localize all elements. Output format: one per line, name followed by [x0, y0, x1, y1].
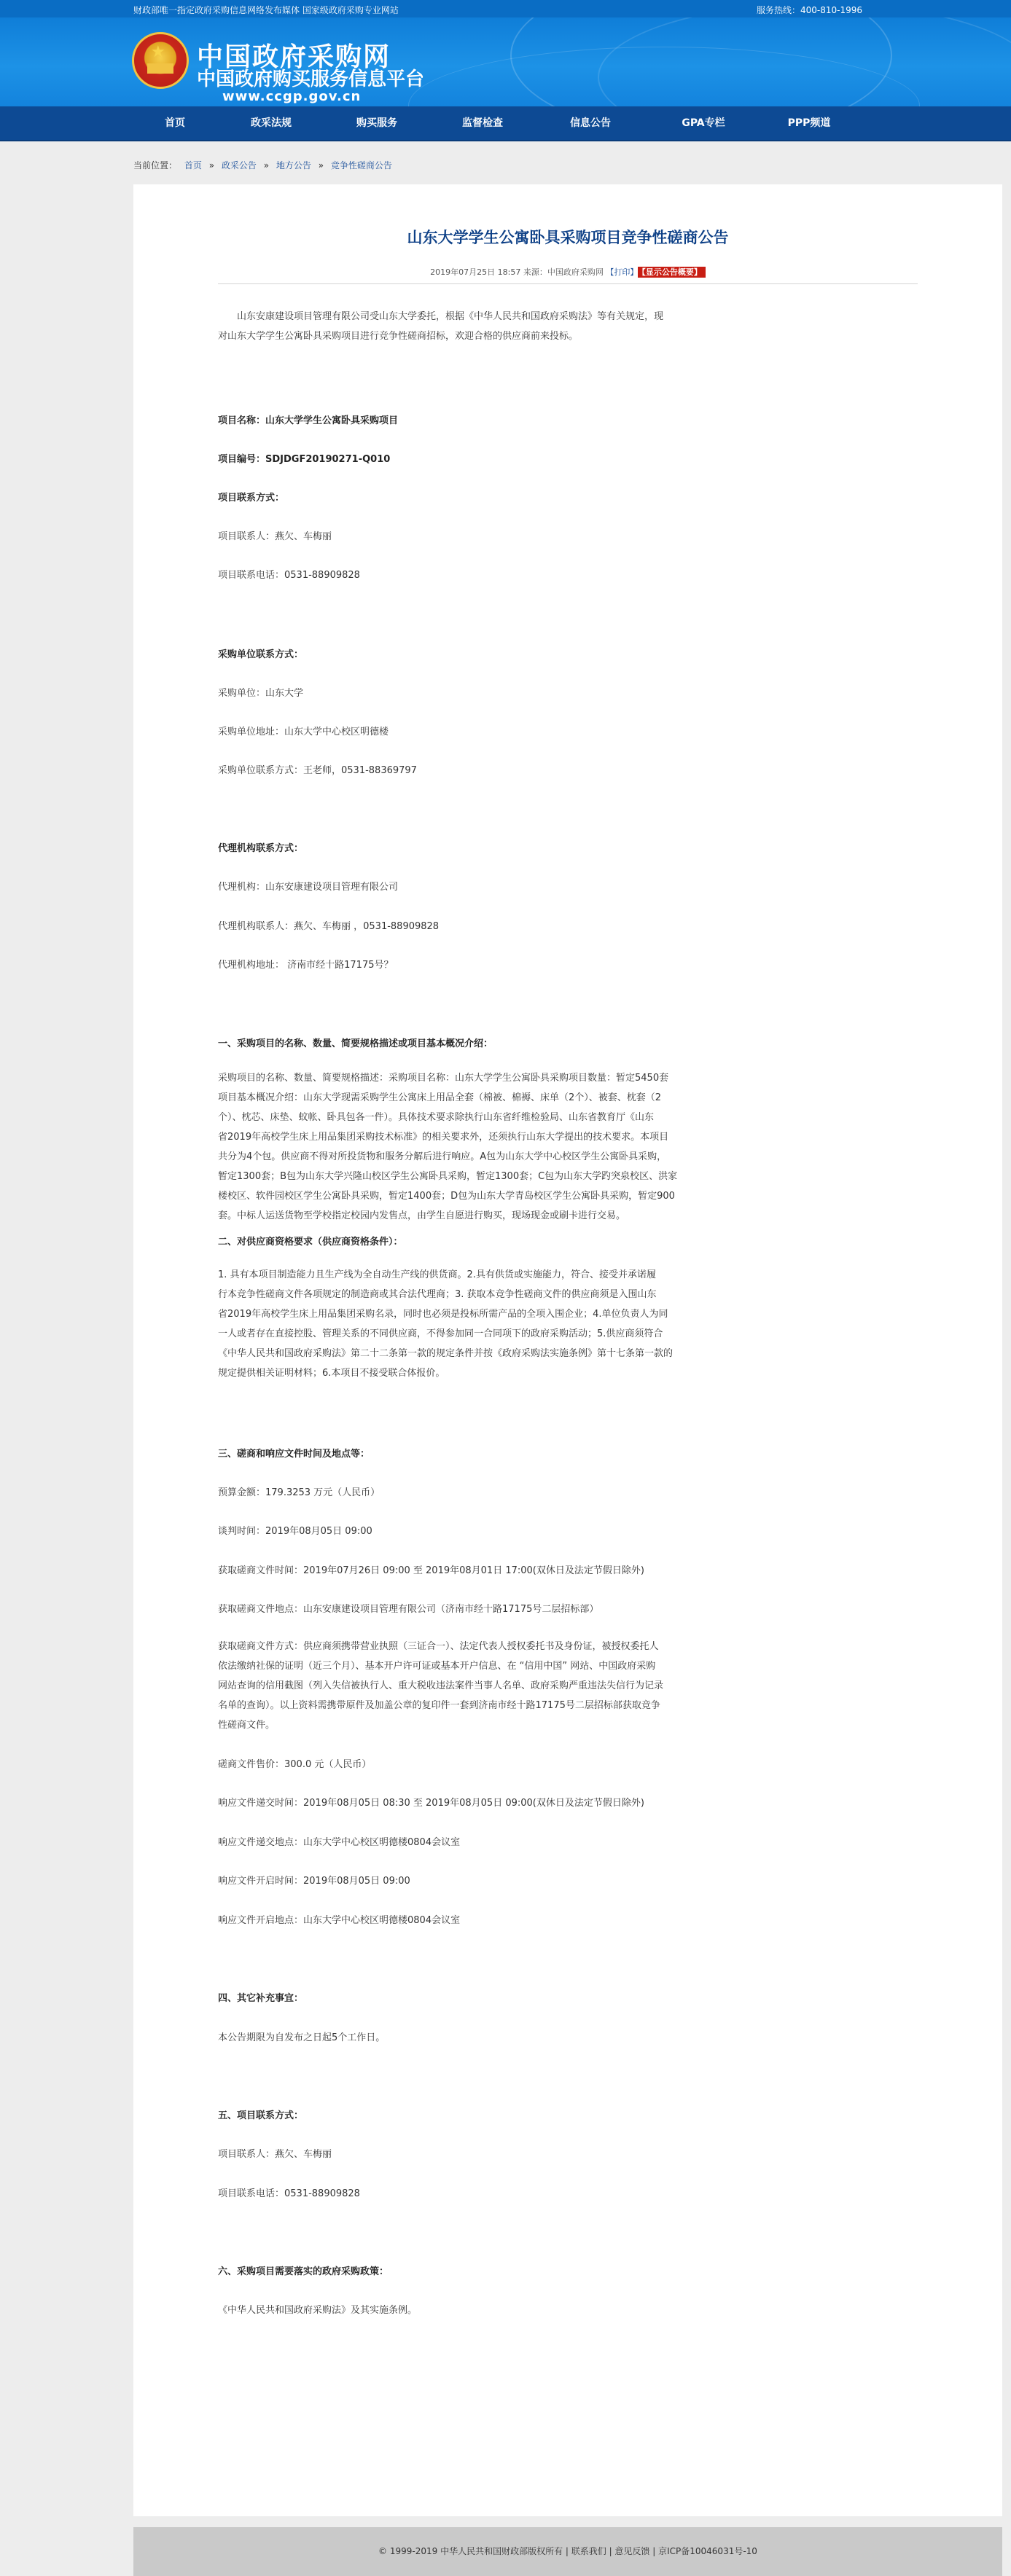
budget-amount: 预算金额：179.3253 万元（人民币） — [218, 1487, 380, 1498]
page-title: 山东大学学生公寓卧具采购项目竞争性磋商公告 — [407, 229, 729, 246]
doc-get-method-line: 网站查询的信用截图（列入失信被执行人、重大税收违法案件当事人名单、政府采购严重违法失信行为记录 — [218, 1680, 664, 1691]
doc-price: 磋商文件售价：300.0 元（人民币） — [218, 1759, 372, 1770]
section-2-line: 1. 具有本项目制造能力且生产线为全自动生产线的供货商。2.具有供货或实施能力，符合、接受并承诺履 — [218, 1269, 656, 1280]
section-1-line: 个）、枕芯、床垫、蚊帐、卧具包各一件）。具体技术要求除执行山东省纤维检验局、山东省教育厅《山东 — [218, 1112, 655, 1123]
buyer-address: 采购单位地址：山东大学中心校区明德楼 — [218, 727, 389, 737]
buyer-phone: 采购单位联系方式：王老师，0531-88369797 — [218, 765, 417, 776]
footer — [133, 2527, 1002, 2576]
section-2-line: 省2019年高校学生床上用品集团采购名录，同时也必须是投标所需产品的全项入围企业；4.单位负责人为同 — [218, 1309, 668, 1320]
negotiation-time: 谈判时间：2019年08月05日 09:00 — [218, 1526, 372, 1537]
footer-text: © 1999-2019 中华人民共和国财政部版权所有 | 联系我们 | 意见反馈 | 京ICP备10046031号-10 — [378, 2546, 757, 2556]
section-6-heading: 六、采购项目需要落实的政府采购政策： — [218, 2266, 389, 2277]
nav-item-regulations[interactable]: 政采法规 — [251, 117, 292, 129]
breadcrumb-separator: » — [208, 160, 215, 171]
project-contact-heading: 项目联系方式： — [218, 493, 285, 504]
nav-item-announcements[interactable]: 信息公告 — [570, 117, 611, 129]
section-1-line: 暂定1300套；B包为山东大学兴隆山校区学生公寓卧具采购，暂定1300套；C包为山东大学趵突泉校区、洪家 — [218, 1171, 678, 1182]
buyer-heading: 采购单位联系方式： — [218, 649, 304, 660]
article-date-source: 2019年07月25日 18:57 来源：中国政府采购网 — [430, 267, 606, 277]
nav-item-purchase-service[interactable]: 购买服务 — [356, 117, 397, 129]
article-meta — [133, 266, 1002, 278]
intro-line-1: 山东安康建设项目管理有限公司受山东大学委托，根据《中华人民共和国政府采购法》等有关规定，现 — [237, 311, 664, 322]
intro-line-2: 对山东大学学生公寓卧具采购项目进行竞争性磋商招标，欢迎合格的供应商前来投标。 — [218, 331, 579, 342]
section-2-line: 行本竞争性磋商文件各项规定的制造商或其合法代理商；3. 获取本竞争性磋商文件的供应商须是入围山东 — [218, 1289, 657, 1300]
doc-get-method-line: 依法缴纳社保的证明（近三个月）、基本开户许可证或基本开户信息、在 “信用中国” 网站、中国政府采购 — [218, 1661, 656, 1672]
section-1-line: 楼校区、软件园校区学生公寓卧具采购，暂定1400套；D包为山东大学青岛校区学生公寓卧具采购，暂定900 — [218, 1191, 675, 1202]
breadcrumb-home[interactable]: 首页 — [184, 160, 202, 171]
agent-heading: 代理机构联系方式： — [218, 843, 304, 854]
section-6-text: 《中华人民共和国政府采购法》及其实施条例。 — [218, 2305, 418, 2316]
project-code: 项目编号：SDJDGF20190271-Q010 — [218, 454, 391, 465]
response-open-time: 响应文件开启时间：2019年08月05日 09:00 — [218, 1876, 410, 1887]
section-5-person: 项目联系人：燕欠、车梅丽 — [218, 2149, 332, 2160]
section-1-heading: 一、采购项目的名称、数量、简要规格描述或项目基本概况介绍： — [218, 1038, 493, 1049]
doc-get-method-line: 获取磋商文件方式：供应商须携带营业执照（三证合一）、法定代表人授权委托书及身份证，被授权委托人 — [218, 1641, 659, 1652]
section-2-line: 《中华人民共和国政府采购法》第二十二条第一款的规定条件并按《政府采购法实施条例》第十七条第一款的 — [218, 1348, 674, 1359]
project-name: 项目名称：山东大学学生公寓卧具采购项目 — [218, 415, 399, 426]
section-2-heading: 二、对供应商资格要求（供应商资格条件）： — [218, 1237, 403, 1248]
agent-name: 代理机构：山东安康建设项目管理有限公司 — [218, 882, 399, 893]
breadcrumb-separator: » — [318, 160, 324, 171]
doc-get-method-line: 性磋商文件。 — [218, 1720, 276, 1731]
section-2-line: 一人或者存在直接控股、管理关系的不同供应商，不得参加同一合同项下的政府采购活动；5.供应商须符合 — [218, 1328, 663, 1339]
breadcrumb-competitive[interactable]: 竞争性磋商公告 — [330, 160, 392, 171]
top-strip-text: 财政部唯一指定政府采购信息网络发布媒体 国家级政府采购专业网站 — [133, 5, 399, 15]
divider — [218, 283, 918, 284]
section-1-line: 省2019年高校学生床上用品集团采购技术标准》的相关要求外，还须执行山东大学提出的技术要求。本项目 — [218, 1132, 669, 1143]
doc-get-time: 获取磋商文件时间：2019年07月26日 09:00 至 2019年08月01日 17:00(双休日及法定节假日除外) — [218, 1565, 644, 1576]
section-1-line: 套。中标人运送货物至学校指定校园内发售点，由学生自愿进行购买，现场现金或刷卡进行交易。 — [218, 1210, 626, 1221]
summary-toggle-button[interactable]: 【显示公告概要】 — [638, 267, 706, 278]
agent-contact: 代理机构联系人：燕欠、车梅丽 ，0531-88909828 — [218, 921, 440, 932]
breadcrumb — [133, 159, 397, 171]
section-4-heading: 四、其它补充事宜： — [218, 1993, 304, 2004]
site-logo-url: www.ccgp.gov.cn — [222, 89, 362, 104]
breadcrumb-separator: » — [263, 160, 270, 171]
section-2-line: 规定提供相关证明材料；6.本项目不接受联合体报价。 — [218, 1368, 445, 1379]
project-contact-person: 项目联系人：燕欠、车梅丽 — [218, 531, 332, 542]
nav-item-ppp[interactable]: PPP频道 — [787, 117, 831, 129]
response-open-place: 响应文件开启地点：山东大学中心校区明德楼0804会议室 — [218, 1915, 461, 1926]
buyer-name: 采购单位：山东大学 — [218, 688, 304, 699]
nav-item-supervision[interactable]: 监督检查 — [462, 117, 503, 129]
project-contact-phone: 项目联系电话：0531-88909828 — [218, 570, 360, 581]
main-nav — [0, 106, 1011, 141]
section-4-text: 本公告期限为自发布之日起5个工作日。 — [218, 2032, 386, 2043]
article-panel — [133, 184, 1002, 2516]
section-1-line: 共分为4个包。供应商不得对所投货物和服务分解后进行响应。A包为山东大学中心校区学生公寓卧具采购， — [218, 1151, 667, 1162]
site-logo-title[interactable]: 中国政府采购网 — [197, 42, 391, 72]
site-logo-subtitle: 中国政府购买服务信息平台 — [197, 68, 425, 90]
response-submit-time: 响应文件递交时间：2019年08月05日 08:30 至 2019年08月05日 09:00(双休日及法定节假日除外) — [218, 1798, 644, 1809]
site-banner — [0, 17, 1011, 106]
nav-item-gpa[interactable]: GPA专栏 — [682, 117, 725, 129]
doc-get-method-line: 名单的查询）。以上资料需携带原件及加盖公章的复印件一套到济南市经十路17175号二层招标部获取竞争 — [218, 1700, 660, 1711]
hotline-text: 服务热线：400-810-1996 — [756, 5, 862, 15]
doc-get-place: 获取磋商文件地点：山东安康建设项目管理有限公司（济南市经十路17175号二层招标部） — [218, 1604, 599, 1615]
section-3-heading: 三、磋商和响应文件时间及地点等： — [218, 1449, 370, 1460]
section-5-phone: 项目联系电话：0531-88909828 — [218, 2188, 360, 2199]
agent-address: 代理机构地址： 济南市经十路17175号？ — [218, 960, 394, 971]
breadcrumb-announcements[interactable]: 政采公告 — [221, 160, 257, 171]
breadcrumb-prefix: 当前位置： — [133, 160, 178, 171]
breadcrumb-local[interactable]: 地方公告 — [276, 160, 311, 171]
nav-item-home[interactable]: 首页 — [165, 117, 185, 129]
national-emblem-icon[interactable]: ★ — [132, 32, 189, 89]
section-5-heading: 五、项目联系方式： — [218, 2110, 304, 2121]
section-1-line: 采购项目的名称、数量、简要规格描述：采购项目名称：山东大学学生公寓卧具采购项目数量：暂定5450套 — [218, 1073, 669, 1084]
top-strip — [0, 0, 1011, 17]
print-link[interactable]: 【打印】 — [606, 267, 639, 277]
response-submit-place: 响应文件递交地点：山东大学中心校区明德楼0804会议室 — [218, 1837, 461, 1848]
section-1-line: 项目基本概况介绍：山东大学现需采购学生公寓床上用品全套（棉被、棉褥、床单（2个）、被套、枕套（2 — [218, 1092, 662, 1103]
